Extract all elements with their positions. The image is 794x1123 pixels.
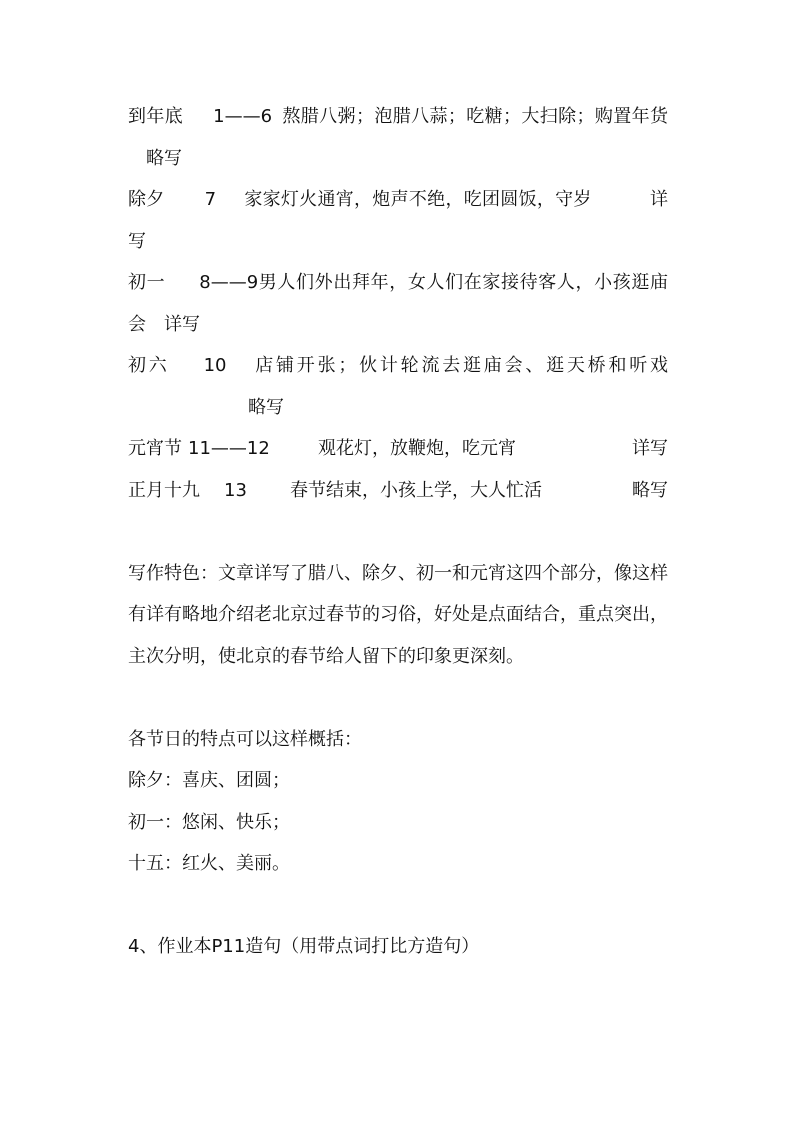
row-paragraphs: 7 xyxy=(204,189,217,210)
table-row xyxy=(128,262,668,345)
row-method: 详写 xyxy=(164,313,200,335)
row-period: 正月十九 xyxy=(128,479,200,501)
festival-item: 除夕：喜庆、团圆； xyxy=(128,770,290,791)
row-content: 店铺开张；伙计轮流去逛庙会、逛天桥和听戏 xyxy=(252,355,669,376)
row-method: 详写 xyxy=(128,189,669,252)
table-row xyxy=(128,96,668,179)
row-period: 除夕 xyxy=(128,189,165,210)
row-method: 详写 xyxy=(632,438,668,459)
row-method: 略写 xyxy=(146,147,182,169)
spacer xyxy=(128,511,668,553)
row-period: 元宵节 xyxy=(128,438,182,459)
table-row xyxy=(128,345,668,428)
row-period: 初一 xyxy=(128,272,166,293)
row-content: 家家灯火通宵，炮声不绝，吃团圆饭，守岁 xyxy=(244,189,592,210)
row-method: 略写 xyxy=(632,479,668,501)
row-content: 男人们外出拜年，女人们在家接待客人，小孩逛庙会 xyxy=(128,272,669,335)
row-paragraphs: 1——6 xyxy=(213,106,273,127)
festival-item: 十五：红火、美丽。 xyxy=(128,853,290,874)
row-content: 熬腊八粥；泡腊八蒜；吃糖；大扫除；购置年货 xyxy=(282,106,669,127)
table-row xyxy=(128,428,668,470)
row-paragraphs: 13 xyxy=(224,479,247,501)
row-period: 到年底 xyxy=(128,106,184,127)
row-period: 初六 xyxy=(128,355,170,376)
row-paragraphs: 10 xyxy=(203,355,227,376)
festival-intro: 各节日的特点可以这样概括： xyxy=(128,728,362,750)
festival-item: 初一：悠闲、快乐； xyxy=(128,811,290,833)
row-content: 春节结束，小孩上学，大人忙活 xyxy=(290,479,542,501)
row-paragraphs: 8——9 xyxy=(199,272,259,293)
writing-feature-paragraph: 写作特色：文章详写了腊八、除夕、初一和元宵这四个部分，像这样有详有略地介绍老北京过春节的习俗，好处是点面结合，重点突出，主次分明，使北京的春节给人留下的印象更深刻。 xyxy=(128,562,668,667)
row-method: 略写 xyxy=(248,396,284,418)
spacer xyxy=(128,677,668,719)
table-row xyxy=(128,470,668,512)
spacer xyxy=(128,885,668,927)
row-paragraphs: 11——12 xyxy=(188,438,270,459)
table-row xyxy=(128,179,668,262)
homework-task: 4、作业本P11造句（用带点词打比方造句） xyxy=(128,936,480,957)
row-content: 观花灯，放鞭炮，吃元宵 xyxy=(318,438,516,459)
document-page xyxy=(128,96,668,968)
